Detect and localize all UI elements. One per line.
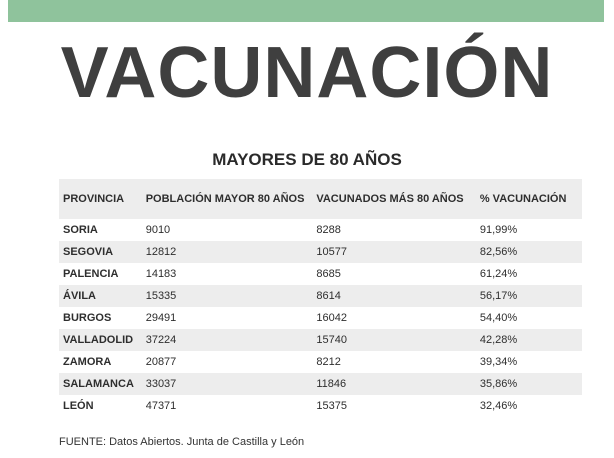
cell-provincia: BURGOS	[63, 312, 112, 324]
cell-vacunados: 8614	[316, 290, 341, 302]
page-title: VACUNACIÓN	[60, 33, 554, 113]
cell-provincia: LEÓN	[63, 400, 94, 412]
table-row	[59, 351, 582, 373]
top-accent-bar	[8, 0, 604, 22]
cell-provincia: SALAMANCA	[63, 378, 134, 390]
source-note: FUENTE: Datos Abiertos. Junta de Castilla y León	[59, 436, 305, 448]
cell-vacunados: 10577	[316, 246, 347, 258]
cell-porcentaje: 32,46%	[479, 400, 518, 412]
cell-porcentaje: 35,86%	[479, 378, 518, 390]
cell-porcentaje: 82,56%	[479, 246, 518, 258]
cell-provincia: SORIA	[63, 224, 98, 236]
cell-vacunados: 8288	[316, 224, 341, 236]
cell-porcentaje: 91,99%	[479, 224, 518, 236]
table-body	[59, 219, 582, 417]
table-row	[59, 263, 582, 285]
table-header-row	[59, 179, 582, 219]
table-row	[59, 219, 582, 241]
cell-provincia: ZAMORA	[63, 356, 112, 368]
cell-provincia: PALENCIA	[63, 268, 119, 280]
cell-porcentaje: 61,24%	[479, 268, 518, 280]
cell-poblacion: 12812	[145, 246, 177, 258]
cell-vacunados: 15740	[316, 334, 347, 346]
cell-poblacion: 37224	[145, 334, 177, 346]
cell-vacunados: 16042	[316, 312, 347, 324]
cell-poblacion: 47371	[145, 400, 177, 412]
table-row	[59, 241, 582, 263]
cell-provincia: VALLADOLID	[63, 334, 134, 346]
cell-provincia: ÁVILA	[63, 290, 96, 302]
cell-porcentaje: 39,34%	[479, 356, 518, 368]
column-header-provincia: PROVINCIA	[63, 193, 125, 205]
column-header-vacunados: VACUNADOS MÁS 80 AÑOS	[316, 193, 464, 205]
table-row	[59, 373, 582, 395]
cell-vacunados: 11846	[316, 378, 347, 390]
cell-porcentaje: 54,40%	[479, 312, 518, 324]
table-row	[59, 329, 582, 351]
cell-poblacion: 14183	[145, 268, 177, 280]
cell-porcentaje: 56,17%	[479, 290, 518, 302]
column-header-porcentaje: % VACUNACIÓN	[479, 193, 567, 205]
vaccination-table	[59, 179, 582, 417]
table-row	[59, 285, 582, 307]
cell-poblacion: 20877	[145, 356, 177, 368]
cell-vacunados: 8212	[316, 356, 341, 368]
cell-poblacion: 33037	[145, 378, 177, 390]
table-row	[59, 395, 582, 417]
column-header-poblacion: POBLACIÓN MAYOR 80 AÑOS	[145, 193, 305, 205]
table-row	[59, 307, 582, 329]
cell-poblacion: 9010	[145, 224, 171, 236]
table-subtitle: MAYORES DE 80 AÑOS	[212, 150, 402, 169]
cell-porcentaje: 42,28%	[479, 334, 518, 346]
cell-poblacion: 29491	[145, 312, 177, 324]
cell-vacunados: 15375	[316, 400, 347, 412]
cell-poblacion: 15335	[145, 290, 177, 302]
cell-provincia: SEGOVIA	[63, 246, 114, 258]
cell-vacunados: 8685	[316, 268, 341, 280]
